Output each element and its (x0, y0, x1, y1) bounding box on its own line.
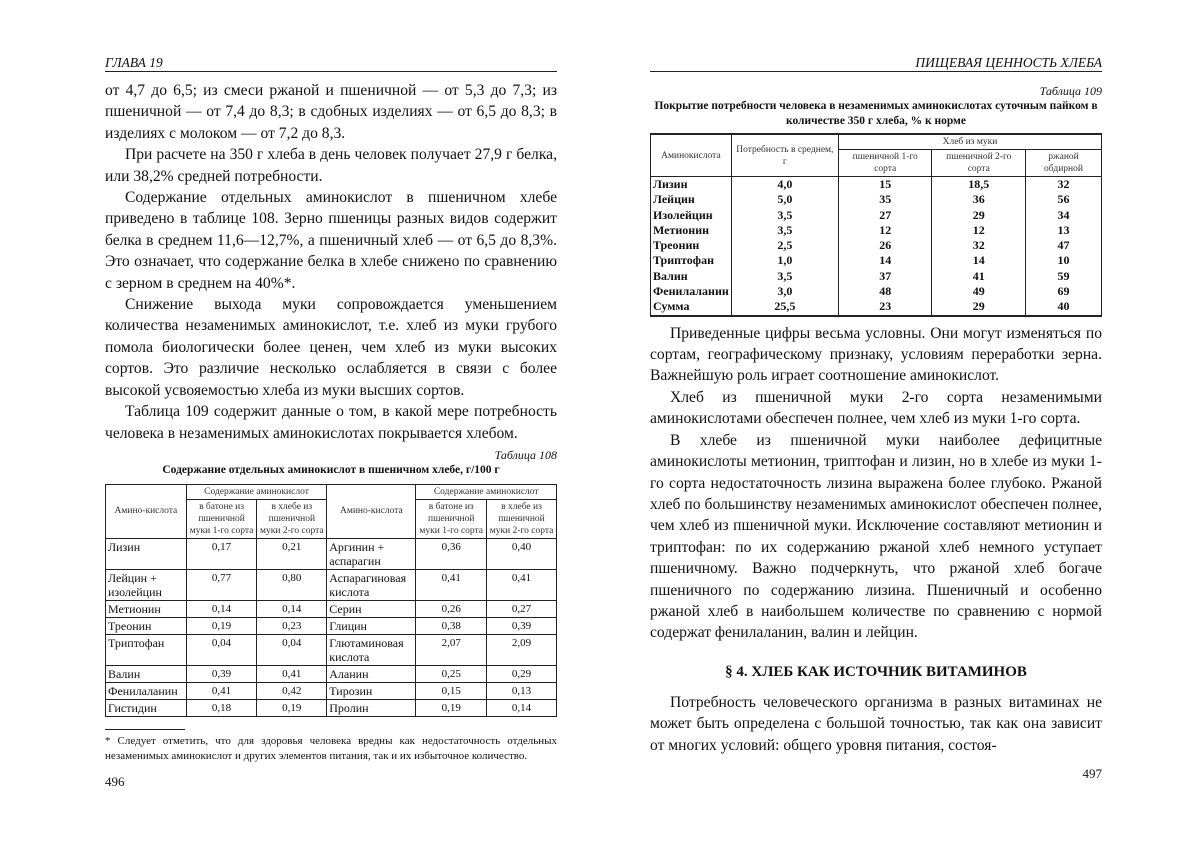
running-header: ГЛАВА 19 (105, 55, 557, 72)
table-cell: 0,18 (186, 699, 257, 716)
table-cell: 0,80 (257, 569, 327, 600)
amino-acid-name: Глютаминовая кислота (327, 634, 416, 665)
amino-acid-name: Фенилаланин (651, 284, 732, 299)
table-row (106, 665, 557, 682)
table-cell: 10 (1026, 253, 1102, 268)
table-cell: 0,29 (487, 665, 557, 682)
table-row (106, 538, 557, 569)
table-cell: 0,14 (487, 699, 557, 716)
table-row (651, 192, 1102, 207)
table-row (106, 617, 557, 634)
table-row (651, 238, 1102, 253)
table-cell: 0,14 (186, 600, 257, 617)
amino-acid-name: Лейцин (651, 192, 732, 207)
table-cell: 4,0 (731, 177, 838, 193)
table-cell: 0,19 (416, 699, 487, 716)
table-cell: 25,5 (731, 299, 838, 315)
body-text (105, 80, 557, 444)
page-number: 496 (105, 774, 557, 790)
table-cell: 0,38 (416, 617, 487, 634)
header-group: Содержание аминокислот (416, 484, 557, 499)
body-text (650, 323, 1102, 756)
table-cell: 0,04 (186, 634, 257, 665)
table-cell: 0,23 (257, 617, 327, 634)
paragraph: Хлеб из пшеничной муки 2-го сорта незаменимыми аминокислотами обеспечен полнее, чем хлеб из муки 1-го сорта. (650, 387, 1102, 430)
table-cell: 23 (838, 299, 932, 315)
left-page (105, 55, 557, 790)
table-caption: Таблица 108 (105, 448, 557, 463)
table-caption: Таблица 109 (650, 84, 1102, 99)
table-row (106, 600, 557, 617)
table-cell: 13 (1026, 223, 1102, 238)
table-cell: 59 (1026, 269, 1102, 284)
header-amino: Амино-кислота (327, 484, 416, 538)
table-cell: 26 (838, 238, 932, 253)
table-cell: 14 (932, 253, 1026, 268)
amino-acid-name: Аланин (327, 665, 416, 682)
table-row (651, 177, 1102, 193)
table-row (651, 253, 1102, 268)
amino-acid-name: Валин (651, 269, 732, 284)
paragraph: Содержание отдельных аминокислот в пшеничном хлебе приведено в таблице 108. Зерно пшеницы разных видов содержит белка в среднем 11,6—12,7%, а пшеничный хлеб — от 6,5 до 8,3%. Это означает, что содержание белка в хлебе снижено по сравнению с зерном в среднем на 40%*. (105, 187, 557, 294)
table-cell: 0,41 (186, 682, 257, 699)
table-cell: 12 (932, 223, 1026, 238)
page-number: 497 (650, 766, 1102, 782)
table-cell: 56 (1026, 192, 1102, 207)
table-cell: 48 (838, 284, 932, 299)
table-109 (650, 133, 1102, 317)
table-cell: 0,17 (186, 538, 257, 569)
table-cell: 3,5 (731, 269, 838, 284)
paragraph: При расчете на 350 г хлеба в день человек получает 27,9 г белка, или 38,2% средней потребности. (105, 144, 557, 187)
header-col: пшеничной 1-го сорта (838, 150, 932, 177)
header-col: в батоне из пшеничной муки 1-го сорта (416, 499, 487, 538)
table-cell: 0,19 (257, 699, 327, 716)
header-col: ржаной обдирной (1026, 150, 1102, 177)
table-cell: 5,0 (731, 192, 838, 207)
amino-acid-name: Лизин (651, 177, 732, 193)
header-col: в батоне из пшеничной муки 1-го сорта (186, 499, 257, 538)
table-cell: 0,39 (487, 617, 557, 634)
table-cell: 36 (932, 192, 1026, 207)
table-cell: 0,14 (257, 600, 327, 617)
amino-acid-name: Метионин (651, 223, 732, 238)
table-cell: 29 (932, 299, 1026, 315)
table-row (651, 299, 1102, 315)
table-cell: 0,41 (416, 569, 487, 600)
table-row (651, 223, 1102, 238)
amino-acid-name: Метионин (106, 600, 187, 617)
amino-acid-name: Триптофан (106, 634, 187, 665)
paragraph: Таблица 109 содержит данные о том, в какой мере потребность человека в незаменимых аминокислотах покрывается хлебом. (105, 401, 557, 444)
amino-acid-name: Лейцин + изолейцин (106, 569, 187, 600)
table-row (651, 284, 1102, 299)
amino-acid-name: Треонин (106, 617, 187, 634)
table-cell: 0,21 (257, 538, 327, 569)
header-col: пшеничной 2-го сорта (932, 150, 1026, 177)
footnote: * Следует отметить, что для здоровья человека вредны как недостаточность отдельных незаменимых аминокислот и других элементов питания, так и их избыточное количество. (105, 734, 557, 764)
amino-acid-name: Глицин (327, 617, 416, 634)
header-group: Хлеб из муки (838, 134, 1101, 150)
table-cell: 2,5 (731, 238, 838, 253)
table-cell: 0,41 (487, 569, 557, 600)
table-cell: 3,0 (731, 284, 838, 299)
table-cell: 34 (1026, 208, 1102, 223)
table-cell: 3,5 (731, 208, 838, 223)
header-group: Содержание аминокислот (186, 484, 327, 499)
table-cell: 0,40 (487, 538, 557, 569)
section-title: § 4. ХЛЕБ КАК ИСТОЧНИК ВИТАМИНОВ (650, 662, 1102, 682)
table-cell: 37 (838, 269, 932, 284)
paragraph: Приведенные цифры весьма условны. Они могут изменяться по сортам, географическому признаку, условиям переработки зерна. Важнейшую роль играет соотношение аминокислот. (650, 323, 1102, 387)
header-amino: Аминокислота (651, 134, 732, 177)
table-cell: 35 (838, 192, 932, 207)
table-row (651, 208, 1102, 223)
table-row (106, 699, 557, 716)
header-col: в хлебе из пшеничной муки 2-го сорта (487, 499, 557, 538)
header-need: Потребность в среднем, г (731, 134, 838, 177)
table-cell: 32 (932, 238, 1026, 253)
table-cell: 0,04 (257, 634, 327, 665)
amino-acid-name: Треонин (651, 238, 732, 253)
table-cell: 0,26 (416, 600, 487, 617)
table-cell: 15 (838, 177, 932, 193)
table-cell: 41 (932, 269, 1026, 284)
table-cell: 27 (838, 208, 932, 223)
table-cell: 0,41 (257, 665, 327, 682)
table-row (106, 682, 557, 699)
table-cell: 1,0 (731, 253, 838, 268)
amino-acid-name: Фенилаланин (106, 682, 187, 699)
footnote-divider (105, 729, 185, 730)
table-row (106, 569, 557, 600)
running-header: ПИЩЕВАЯ ЦЕННОСТЬ ХЛЕБА (650, 55, 1102, 72)
amino-acid-name: Серин (327, 600, 416, 617)
table-cell: 14 (838, 253, 932, 268)
table-108 (105, 484, 557, 717)
table-108-block (105, 448, 557, 717)
table-cell: 0,19 (186, 617, 257, 634)
header-amino: Амино-кислота (106, 484, 187, 538)
right-page (650, 55, 1102, 782)
table-cell: 2,07 (416, 634, 487, 665)
table-109-block (650, 84, 1102, 317)
amino-acid-name: Лизин (106, 538, 187, 569)
table-row (106, 634, 557, 665)
amino-acid-name: Валин (106, 665, 187, 682)
table-cell: 0,27 (487, 600, 557, 617)
table-cell: 0,42 (257, 682, 327, 699)
table-cell: 0,77 (186, 569, 257, 600)
table-row (651, 269, 1102, 284)
amino-acid-name: Изолейцин (651, 208, 732, 223)
table-title: Покрытие потребности человека в незаменимых аминокислотах суточным пайком в количестве 350 г хлеба, % к норме (650, 99, 1102, 129)
table-cell: 3,5 (731, 223, 838, 238)
amino-acid-name: Пролин (327, 699, 416, 716)
table-cell: 18,5 (932, 177, 1026, 193)
table-cell: 0,15 (416, 682, 487, 699)
amino-acid-name: Гистидин (106, 699, 187, 716)
table-cell: 49 (932, 284, 1026, 299)
paragraph: Потребность человеческого организма в разных витаминах не может быть определена с большой точностью, так как она зависит от многих условий: общего уровня питания, состоя- (650, 692, 1102, 756)
table-cell: 40 (1026, 299, 1102, 315)
amino-acid-name: Тирозин (327, 682, 416, 699)
paragraph: от 4,7 до 6,5; из смеси ржаной и пшеничной — от 5,3 до 7,3; из пшеничной — от 7,4 до 8,3; в сдобных изделиях — от 6,5 до 8,3; в изделиях с молоком — от 7,2 до 8,3. (105, 80, 557, 144)
paragraph: Снижение выхода муки сопровождается уменьшением количества незаменимых аминокислот, т.е. хлеб из муки грубого помола биологически более ценен, чем хлеб из муки высоких сортов. Это различие несколько ослабляется в связи с более высокой усвояемостью хлеба из муки высших сортов. (105, 294, 557, 401)
amino-acid-name: Сумма (651, 299, 732, 315)
table-cell: 0,25 (416, 665, 487, 682)
table-cell: 12 (838, 223, 932, 238)
table-cell: 2,09 (487, 634, 557, 665)
table-cell: 29 (932, 208, 1026, 223)
amino-acid-name: Триптофан (651, 253, 732, 268)
table-title: Содержание отдельных аминокислот в пшеничном хлебе, г/100 г (105, 463, 557, 478)
header-col: в хлебе из пшеничной муки 2-го сорта (257, 499, 327, 538)
table-cell: 0,13 (487, 682, 557, 699)
paragraph: В хлебе из пшеничной муки наиболее дефицитные аминокислоты метионин, триптофан и лизин, но в хлебе из муки 1-го сорта недостаточность лизина выражена более глубоко. Ржаной хлеб по большинству незаменимых аминокислот обеспечен полнее, чем хлеб из пшеничной муки. Исключение составляют метионин и триптофан: по их содержанию ржаной хлеб немного уступает пшеничному. Важно подчеркнуть, что ржаной хлеб богаче пшеничного по содержанию лизина. Пшеничный и особенно ржаной хлеб в наибольшем количестве по сравнению с нормой содержат фенилаланин, валин и лейцин. (650, 430, 1102, 644)
table-cell: 47 (1026, 238, 1102, 253)
table-cell: 0,36 (416, 538, 487, 569)
table-cell: 32 (1026, 177, 1102, 193)
amino-acid-name: Аргинин + аспарагин (327, 538, 416, 569)
table-cell: 69 (1026, 284, 1102, 299)
table-cell: 0,39 (186, 665, 257, 682)
amino-acid-name: Аспарагиновая кислота (327, 569, 416, 600)
